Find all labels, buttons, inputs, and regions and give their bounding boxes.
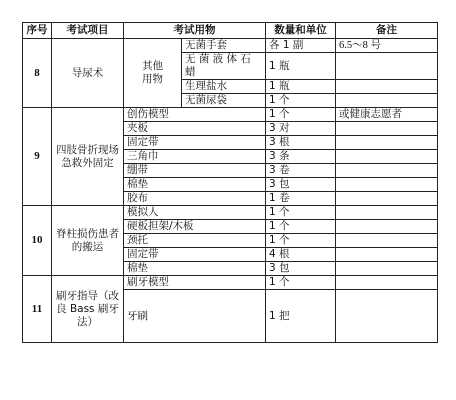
group-10-row-4-name: 固定带	[124, 248, 266, 262]
table-row	[23, 206, 438, 220]
group-10-row-2-qty: 1 个	[266, 220, 336, 234]
supplies-table	[22, 22, 438, 343]
group-9-row-5-qty: 3 卷	[266, 164, 336, 178]
group-9-row-3-name: 固定带	[124, 136, 266, 150]
group-10-row-5-name: 棉垫	[124, 262, 266, 276]
group-8-row-1-qty: 各 1 副	[266, 39, 336, 53]
group-9-row-4-note	[336, 150, 438, 164]
group-10-row-5-note	[336, 262, 438, 276]
group-8-row-4-qty: 1 个	[266, 94, 336, 108]
header-qty: 数量和单位	[266, 23, 336, 39]
group-9-seq: 9	[23, 108, 52, 206]
group-9-row-4-name: 三角巾	[124, 150, 266, 164]
group-11-row-1-name: 刷牙模型	[124, 276, 266, 290]
group-9-row-6-name: 棉垫	[124, 178, 266, 192]
group-11-item: 刷牙指导（改良 Bass 刷牙法）	[52, 276, 124, 343]
group-8-row-1-note: 6.5～8 号	[336, 39, 438, 53]
group-10-row-3-qty: 1 个	[266, 234, 336, 248]
group-9-row-6-note	[336, 178, 438, 192]
group-8-seq: 8	[23, 39, 52, 108]
group-10-row-5-qty: 3 包	[266, 262, 336, 276]
group-8-item: 导尿术	[52, 39, 124, 108]
table-row	[23, 39, 438, 53]
group-11-row-2-name: 牙刷	[124, 290, 266, 343]
group-10-seq: 10	[23, 206, 52, 276]
group-11-seq: 11	[23, 276, 52, 343]
header-supplies: 考试用物	[124, 23, 266, 39]
group-9-row-2-name: 夹板	[124, 122, 266, 136]
group-9-row-2-note	[336, 122, 438, 136]
group-9-row-5-name: 绷带	[124, 164, 266, 178]
group-8-sub	[124, 39, 182, 108]
group-10-row-2-name: 硬板担架/木板	[124, 220, 266, 234]
header-seq: 序号	[23, 23, 52, 39]
header-row	[23, 23, 438, 39]
group-8-row-3-note	[336, 80, 438, 94]
group-10-row-1-note	[336, 206, 438, 220]
group-9-row-1-note: 或健康志愿者	[336, 108, 438, 122]
group-8-row-2-name: 无 菌 液 体 石 蜡	[182, 53, 266, 80]
group-9-row-2-qty: 3 对	[266, 122, 336, 136]
group-9-row-5-note	[336, 164, 438, 178]
supplies-table-sheet	[22, 22, 437, 343]
group-9-row-1-name: 创伤模型	[124, 108, 266, 122]
group-8-row-3-name: 生理盐水	[182, 80, 266, 94]
group-10-item: 脊柱损伤患者的搬运	[52, 206, 124, 276]
group-9-row-3-qty: 3 根	[266, 136, 336, 150]
group-10-row-1-qty: 1 个	[266, 206, 336, 220]
group-9-row-4-qty: 3 条	[266, 150, 336, 164]
group-8-row-3-qty: 1 瓶	[266, 80, 336, 94]
header-note: 备注	[336, 23, 438, 39]
group-8-row-4-note	[336, 94, 438, 108]
group-9-item: 四肢骨折现场急救外固定	[52, 108, 124, 206]
group-10-row-4-note	[336, 248, 438, 262]
group-9-row-3-note	[336, 136, 438, 150]
group-8-row-1-name: 无菌手套	[182, 39, 266, 53]
group-9-row-7-qty: 1 卷	[266, 192, 336, 206]
group-8-sub-label: 其他用物	[142, 60, 163, 85]
group-8-row-4-name: 无菌尿袋	[182, 94, 266, 108]
group-11-row-1-qty: 1 个	[266, 276, 336, 290]
group-11-row-1-note	[336, 276, 438, 290]
group-10-row-1-name: 模拟人	[124, 206, 266, 220]
group-8-row-2-qty: 1 瓶	[266, 53, 336, 80]
group-9-row-7-note	[336, 192, 438, 206]
group-9-row-1-qty: 1 个	[266, 108, 336, 122]
group-10-row-4-qty: 4 根	[266, 248, 336, 262]
group-8-row-2-note	[336, 53, 438, 80]
group-10-row-3-name: 颈托	[124, 234, 266, 248]
group-11-row-2-note	[336, 290, 438, 343]
group-9-row-7-name: 胶布	[124, 192, 266, 206]
group-10-row-3-note	[336, 234, 438, 248]
group-11-row-2-qty: 1 把	[266, 290, 336, 343]
table-row	[23, 276, 438, 290]
group-10-row-2-note	[336, 220, 438, 234]
group-9-row-6-qty: 3 包	[266, 178, 336, 192]
table-row	[23, 108, 438, 122]
header-item: 考试项目	[52, 23, 124, 39]
